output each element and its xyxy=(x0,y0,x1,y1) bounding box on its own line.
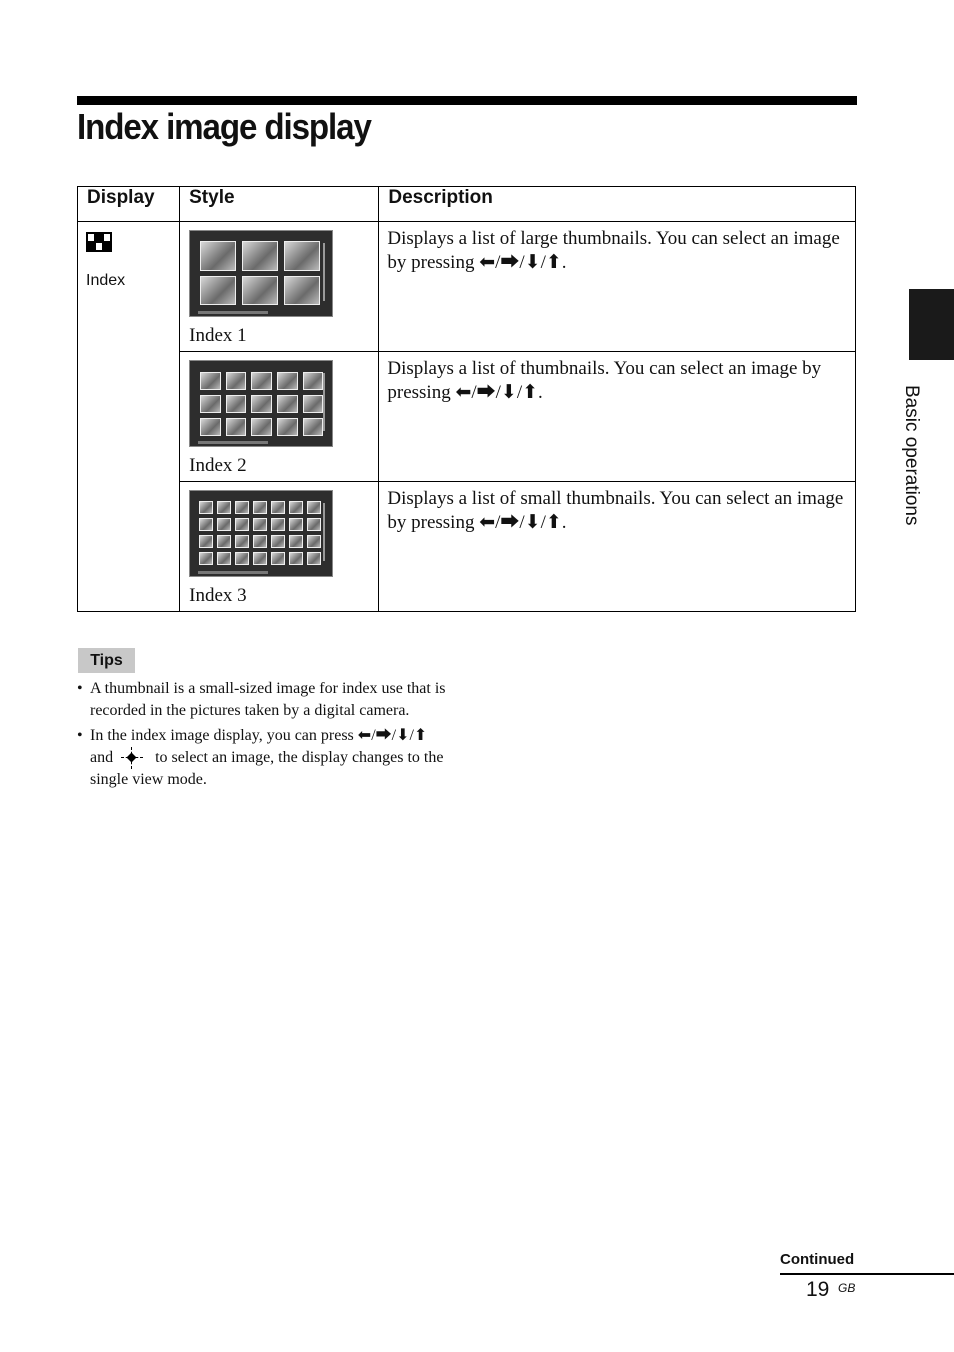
style-label: Index 1 xyxy=(189,325,247,346)
table-row xyxy=(78,352,856,482)
section-tab-label: Basic operations xyxy=(901,385,922,526)
list-item xyxy=(77,678,449,722)
index-grid-icon xyxy=(86,232,112,252)
style-cell xyxy=(180,352,379,482)
thumbnail-grid xyxy=(200,372,323,436)
title-rule xyxy=(77,96,857,105)
tip-text: A thumbnail is a small-sized image for index use that is recorded in the pictures taken by a digital camera. xyxy=(90,680,446,719)
style-cell xyxy=(180,482,379,612)
header-display: Display xyxy=(78,187,180,222)
thumbnail-grid xyxy=(199,501,321,565)
table-row xyxy=(78,482,856,612)
header-description: Description xyxy=(379,187,856,222)
footer-rule xyxy=(780,1273,954,1275)
style-label: Index 3 xyxy=(189,585,247,606)
description-cell: Displays a list of small thumbnails. You can select an image by pressing ⬅/⮕/⬇/⬆. xyxy=(379,482,856,612)
tips-badge: Tips xyxy=(78,648,135,673)
continued-label: Continued xyxy=(780,1251,855,1268)
index2-thumbnail-image xyxy=(189,360,333,447)
description-cell: Displays a list of large thumbnails. You can select an image by pressing ⬅/⮕/⬇/⬆. xyxy=(379,222,856,352)
description-cell: Displays a list of thumbnails. You can select an image by pressing ⬅/⮕/⬇/⬆. xyxy=(379,352,856,482)
page-title: Index image display xyxy=(77,106,371,147)
header-style: Style xyxy=(180,187,379,222)
page-number: 19 xyxy=(806,1278,830,1301)
thumbnail-grid xyxy=(200,241,320,305)
table-row xyxy=(78,222,856,352)
index1-thumbnail-image xyxy=(189,230,333,317)
tip-text-after: to select an image, the display changes to the single view mode. xyxy=(90,749,444,788)
tip-text-before: In the index image display, you can press ⬅/⮕/⬇/⬆ and xyxy=(90,727,428,766)
section-tab-marker xyxy=(909,289,954,360)
style-cell xyxy=(180,222,379,352)
table-header-row xyxy=(78,187,856,222)
index3-thumbnail-image xyxy=(189,490,333,577)
display-label: Index xyxy=(86,272,126,289)
index-display-table xyxy=(77,186,856,612)
joystick-enter-icon xyxy=(121,751,143,765)
list-item xyxy=(77,725,449,791)
page-suffix: GB xyxy=(838,1281,856,1295)
tips-list xyxy=(77,678,449,794)
bullet: • xyxy=(77,727,83,744)
style-label: Index 2 xyxy=(189,455,247,476)
display-cell xyxy=(78,222,180,612)
bullet: • xyxy=(77,680,83,697)
